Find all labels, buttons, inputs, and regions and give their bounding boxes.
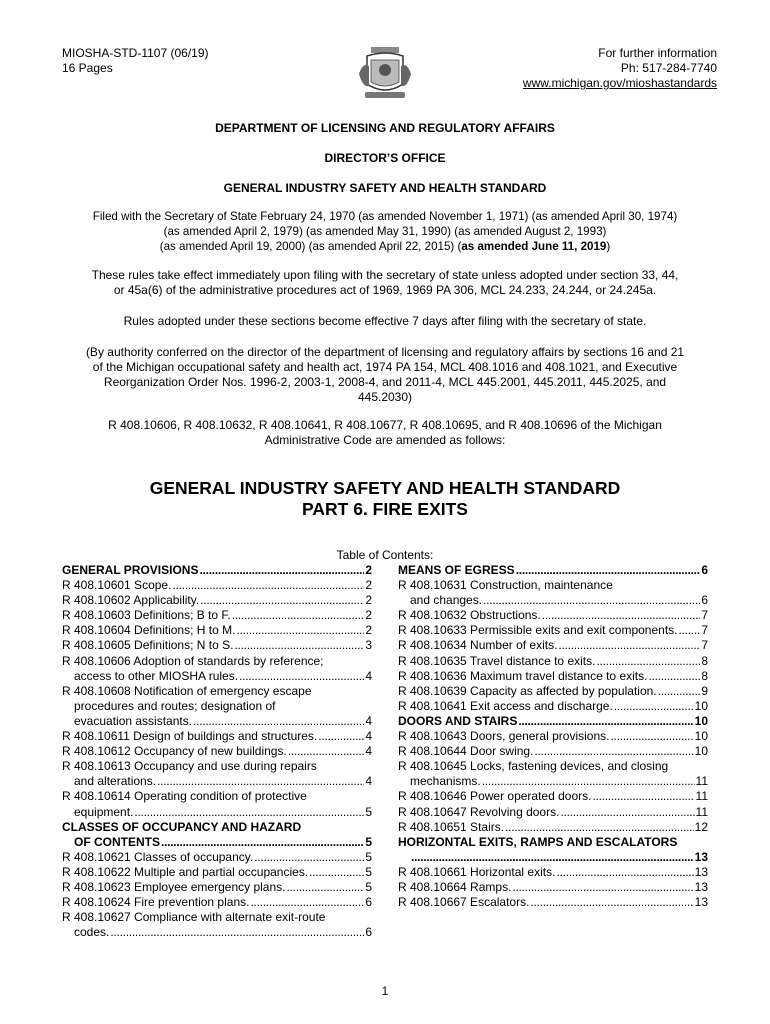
toc-entry[interactable]: R 408.10647 Revolving doors. . . . 11 (398, 805, 708, 820)
toc-entry[interactable]: R 408.10646 Power operated doors. . . . 11 (398, 789, 708, 804)
toc-entry[interactable]: R 408.10635 Travel distance to exits. . . . 8 (398, 654, 708, 669)
toc-entry[interactable]: R 408.10622 Multiple and partial occupancies. . . . 5 (62, 865, 372, 880)
document-id: MIOSHA-STD-1107 (06/19) (62, 46, 209, 60)
amended-rules-paragraph: R 408.10606, R 408.10632, R 408.10641, R 408.10677, R 408.10695, and R 408.10696 of the Michigan Administrative Code are amended as follows: (108, 418, 662, 447)
latest-amendment: as amended June 11, 2019 (461, 240, 607, 253)
michigan-state-seal-icon (357, 44, 413, 106)
toc-entry[interactable]: R 408.10639 Capacity as affected by population. . . . 9 (398, 684, 708, 699)
toc-entry[interactable]: R 408.10641 Exit access and discharge. . . . 10 (398, 699, 708, 714)
toc-entry[interactable]: R 408.10644 Door swing. . . . 10 (398, 744, 708, 759)
toc-entry[interactable]: R 408.10627 Compliance with alternate exit-route codes. . . . 6 (62, 910, 372, 940)
effect-paragraph: These rules take effect immediately upon filing with the secretary of state unless adopted under section 33, 44, or 45a(6) of the administrative procedures act of 1969, 1969 PA 306, MCL 24.233, 24.244, or 24.245a. (91, 268, 679, 297)
toc-entry[interactable]: GENERAL PROVISIONS . . . 2 (62, 563, 372, 578)
toc-entry[interactable]: R 408.10633 Permissible exits and exit components. . . . 7 (398, 623, 708, 638)
toc-entry[interactable]: R 408.10634 Number of exits. . . . 7 (398, 638, 708, 653)
toc-entry[interactable]: R 408.10611 Design of buildings and structures. . . . 4 (62, 729, 372, 744)
toc-entry[interactable]: DOORS AND STAIRS . . . 10 (398, 714, 708, 729)
toc-entry[interactable]: R 408.10612 Occupancy of new buildings. . . . 4 (62, 744, 372, 759)
toc-entry[interactable]: R 408.10636 Maximum travel distance to exits. . . . 8 (398, 669, 708, 684)
office-heading: DIRECTOR’S OFFICE (324, 151, 446, 165)
toc-entry[interactable]: R 408.10621 Classes of occupancy. . . . 5 (62, 850, 372, 865)
info-label: For further information (598, 46, 717, 60)
rules-effective-paragraph: Rules adopted under these sections become effective 7 days after filing with the secretary of state. (123, 314, 647, 328)
toc-entry[interactable]: R 408.10603 Definitions; B to F. . . . 2 (62, 608, 372, 623)
phone-number: Ph: 517-284-7740 (620, 61, 717, 75)
website-link[interactable]: www.michigan.gov/mioshastandards (522, 76, 717, 90)
department-heading: DEPARTMENT OF LICENSING AND REGULATORY AFFAIRS (215, 121, 555, 135)
toc-entry[interactable]: R 408.10645 Locks, fastening devices, and closing mechanisms. . . . 11 (398, 759, 708, 789)
toc-entry[interactable]: R 408.10604 Definitions; H to M. . . . 2 (62, 623, 372, 638)
toc-entry[interactable]: R 408.10651 Stairs. . . . 12 (398, 820, 708, 835)
toc-entry[interactable]: R 408.10614 Operating condition of protective equipment. . . . 5 (62, 789, 372, 819)
toc-entry[interactable]: R 408.10664 Ramps. . . . 13 (398, 880, 708, 895)
toc-entry[interactable]: R 408.10624 Fire prevention plans. . . . 6 (62, 895, 372, 910)
toc-entry[interactable]: R 408.10613 Occupancy and use during repairs and alterations. . . . 4 (62, 759, 372, 789)
toc-right-column (398, 563, 708, 910)
toc-entry[interactable]: R 408.10606 Adoption of standards by reference; access to other MIOSHA rules. . . . 4 (62, 654, 372, 684)
toc-entry[interactable]: R 408.10605 Definitions; N to S. . . . 3 (62, 638, 372, 653)
toc-entry[interactable]: CLASSES OF OCCUPANCY AND HAZARD OF CONTENTS . . . 5 (62, 820, 372, 850)
page-count: 16 Pages (62, 61, 113, 75)
authority-paragraph: (By authority conferred on the director of the department of licensing and regulatory affairs by sections 16 and 21 of the Michigan occupational safety and health act, 1974 PA 154, MCL 408.1016 and 408.1021, and Executive Reorganization Order Nos. 1996-2, 2003-1, 2008-4, and 2011-4, MCL 445.2001, 445.2011, 445.2025, and 445.2030) (85, 345, 685, 404)
toc-entry[interactable]: HORIZONTAL EXITS, RAMPS AND ESCALATORS . . . 13 (398, 835, 708, 865)
toc-entry[interactable]: R 408.10608 Notification of emergency escape procedures and routes; designation of evacuation assistants. . . . 4 (62, 684, 372, 729)
toc-left-column (62, 563, 372, 940)
toc-entry[interactable]: R 408.10631 Construction, maintenance and changes. . . . 6 (398, 578, 708, 608)
toc-entry[interactable]: R 408.10632 Obstructions. . . . 7 (398, 608, 708, 623)
toc-entry[interactable]: R 408.10602 Applicability. . . . 2 (62, 593, 372, 608)
toc-entry[interactable]: MEANS OF EGRESS . . . 6 (398, 563, 708, 578)
filing-paragraph: Filed with the Secretary of State February 24, 1970 (as amended November 1, 1971) (as amended April 30, 1974) (as amended April 2, 1979) (as amended May 31, 1990) (as amended August 2, 1993) (as amended April 19, 2000) (as amended April 22, 2015) (as amended June 11, 2019) (92, 210, 678, 253)
standard-heading: GENERAL INDUSTRY SAFETY AND HEALTH STANDARD (223, 181, 547, 195)
toc-entry[interactable]: R 408.10661 Horizontal exits. . . . 13 (398, 865, 708, 880)
toc-entry[interactable]: R 408.10601 Scope. . . . 2 (62, 578, 372, 593)
header-right (523, 46, 717, 91)
toc-entry[interactable]: R 408.10623 Employee emergency plans. . . . 5 (62, 880, 372, 895)
toc-heading: Table of Contents: (336, 548, 434, 562)
toc-entry[interactable]: R 408.10667 Escalators. . . . 13 (398, 895, 708, 910)
page-number: 1 (381, 984, 389, 998)
header-left (62, 46, 209, 76)
toc-entry[interactable]: R 408.10643 Doors, general provisions. . . . 10 (398, 729, 708, 744)
part-title: GENERAL INDUSTRY SAFETY AND HEALTH STANDARD PART 6. FIRE EXITS (149, 478, 621, 519)
